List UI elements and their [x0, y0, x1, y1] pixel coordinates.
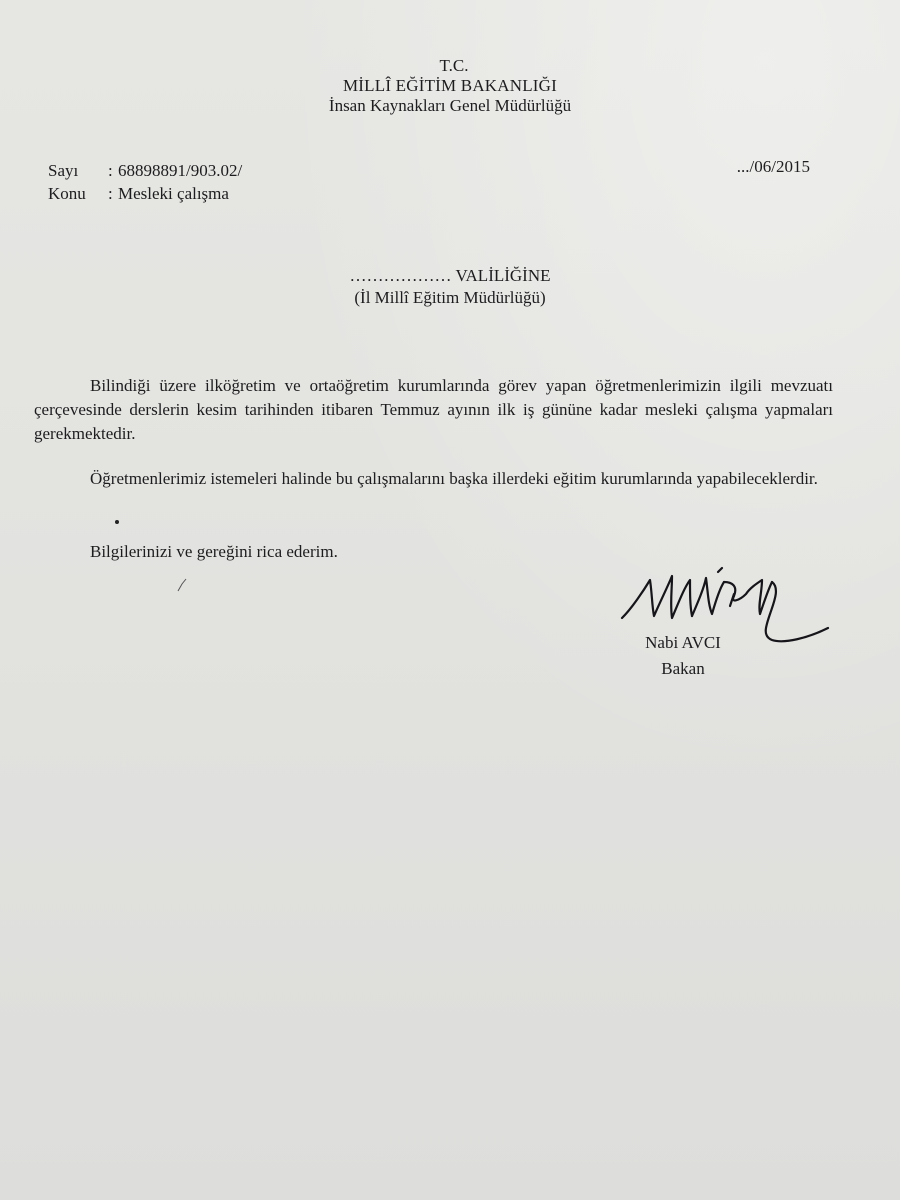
konu-label: Konu: [48, 184, 86, 203]
signer-title: Bakan: [661, 659, 705, 678]
stray-pen-mark: [176, 578, 188, 592]
konu-separator: :: [108, 184, 113, 203]
stray-dot-mark: [115, 520, 119, 524]
konu-value: Mesleki çalışma: [118, 184, 229, 203]
addressee-directorate: (İl Millî Eğitim Müdürlüğü): [354, 288, 546, 307]
sayi-label: Sayı: [48, 161, 79, 180]
signer-name: Nabi AVCI: [645, 633, 721, 652]
body-paragraph-2: Öğretmenlerimiz istemeleri halinde bu çalışmalarını başka illerdeki eğitim kurumlarında yapabileceklerdir.: [90, 469, 818, 488]
konu-row: [48, 182, 242, 205]
document-meta: [48, 159, 242, 205]
signer-block: [618, 630, 748, 682]
sayi-value: 68898891/903.02/: [118, 161, 243, 180]
letterhead-ministry: MİLLÎ EĞİTİM BAKANLIĞI: [342, 76, 558, 95]
sayi-row: [48, 159, 242, 182]
addressee: [0, 265, 900, 309]
letterhead: [0, 56, 900, 116]
sayi-separator: :: [108, 161, 113, 180]
body-paragraph-1: Bilindiği üzere ilköğretim ve ortaöğretim kurumlarında görev yapan öğretmenlerimizin ilgili mevzuatı çerçevesinde derslerin kesim tarihinden itibaren Temmuz ayının ilk iş gününe kadar mesleki çalışma yapmaları gerekmektedir.: [34, 376, 833, 443]
body-paragraph-closing: Bilgilerinizi ve gereğini rica ederim.: [90, 542, 338, 561]
letterhead-department: İnsan Kaynakları Genel Müdürlüğü: [328, 96, 572, 115]
letterhead-country: T.C.: [439, 56, 469, 75]
addressee-governorship: ……………… VALİLİĞİNE: [349, 266, 551, 285]
document-date: .../06/2015: [736, 157, 810, 176]
